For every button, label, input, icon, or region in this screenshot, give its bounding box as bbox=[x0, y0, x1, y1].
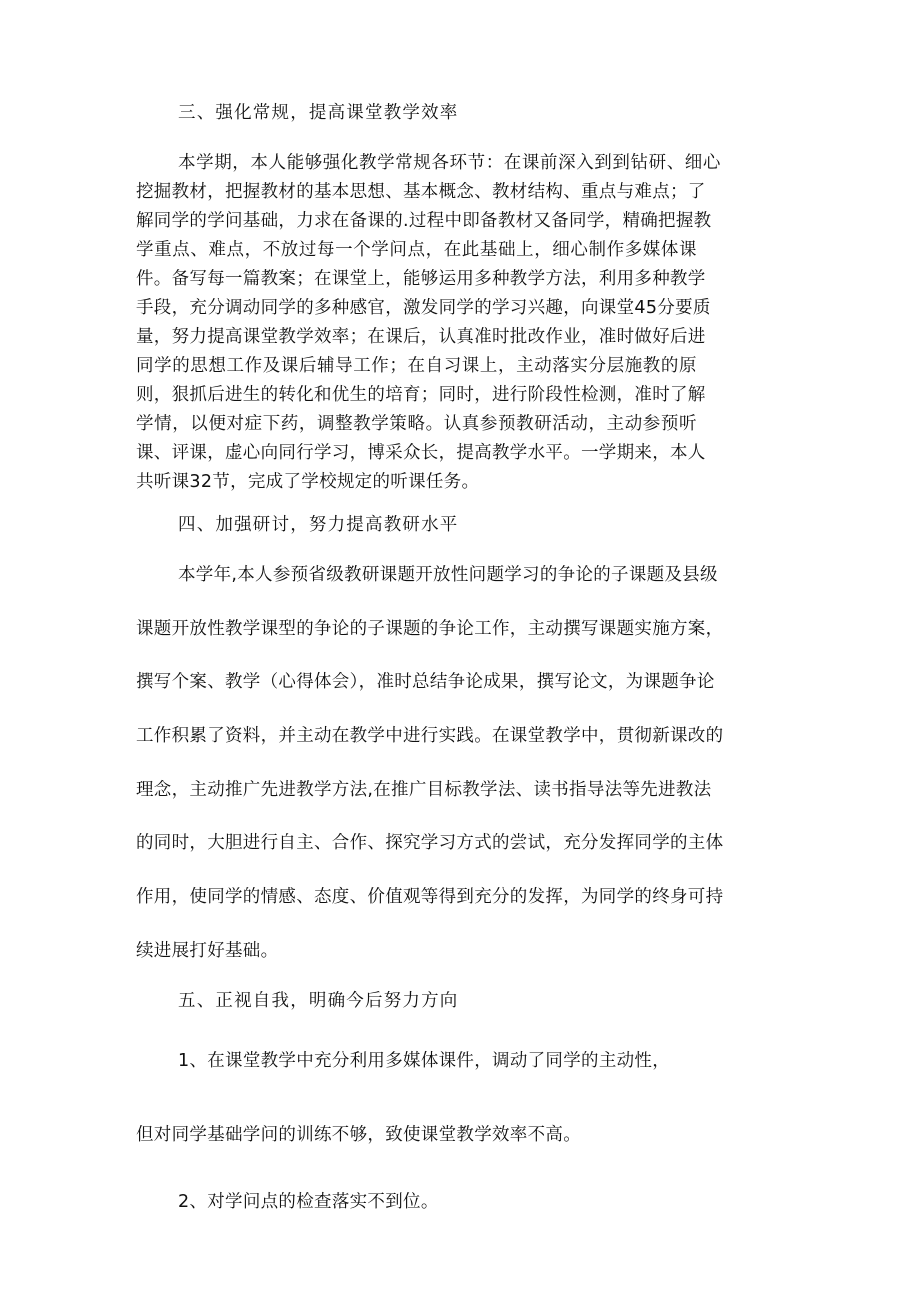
paragraph-line: 学重点、难点，不放过每一个学问点，在此基础上，细心制作多媒体课 bbox=[136, 240, 698, 260]
paragraph-line: 本学期，本人能够强化教学常规各环节：在课前深入到到钻研、细心 bbox=[178, 153, 721, 173]
paragraph-line: 作用，使同学的情感、态度、价值观等得到充分的发挥，为同学的终身可持 bbox=[136, 887, 724, 907]
paragraph-line: 理念，主动推广先进教学方法,在推广目标教学法、读书指导法等先进教法 bbox=[136, 780, 712, 800]
paragraph-line: 解同学的学问基础，力求在备课的.过程中即备教材又备同学，精确把握教 bbox=[136, 211, 712, 231]
paragraph-line: 本学年,本人参预省级教研课题开放性问题学习的争论的子课题及县级 bbox=[178, 565, 718, 585]
paragraph-line: 挖掘教材，把握教材的基本思想、基本概念、教材结构、重点与难点；了 bbox=[136, 182, 706, 202]
paragraph-line: 手段，充分调动同学的多种感官，激发同学的学习兴趣，向课堂45分要质 bbox=[136, 298, 711, 318]
list-item: 1、在课堂教学中充分利用多媒体课件，调动了同学的主动性， bbox=[178, 1051, 671, 1071]
list-item-continuation: 但对同学基础学问的训练不够，致使课堂教学效率不高。 bbox=[136, 1125, 581, 1145]
list-item: 2、对学问点的检查落实不到位。 bbox=[178, 1192, 439, 1212]
paragraph-line: 共听课32节，完成了学校规定的听课任务。 bbox=[136, 472, 480, 492]
paragraph-line: 的同时，大胆进行自主、合作、探究学习方式的尝试，充分发挥同学的主体 bbox=[136, 833, 724, 853]
paragraph-line: 件。备写每一篇教案；在课堂上，能够运用多种教学方法，利用多种教学 bbox=[136, 269, 706, 289]
paragraph-line: 续进展打好基础。 bbox=[136, 941, 279, 961]
section-heading: 三、强化常规，提高课堂教学效率 bbox=[178, 103, 459, 123]
paragraph-line: 撰写个案、教学（心得体会），准时总结争论成果，撰写论文，为课题争论 bbox=[136, 672, 715, 692]
paragraph-line: 学情，以便对症下药，调整教学策略。认真参预教研活动，主动参预听 bbox=[136, 414, 698, 434]
paragraph-line: 课、评课，虚心向同行学习，博采众长，提高教学水平。一学期来，本人 bbox=[136, 443, 706, 463]
section-heading: 四、加强研讨，努力提高教研水平 bbox=[178, 515, 459, 535]
paragraph-line: 工作积累了资料，并主动在教学中进行实践。在课堂教学中，贯彻新课改的 bbox=[136, 726, 724, 746]
paragraph-line: 量，努力提高课堂教学效率；在课后，认真准时批改作业，准时做好后进 bbox=[136, 327, 706, 347]
paragraph-line: 课题开放性教学课型的争论的子课题的争论工作，主动撰写课题实施方案， bbox=[136, 619, 724, 639]
paragraph-line: 同学的思想工作及课后辅导工作；在自习课上，主动落实分层施教的原 bbox=[136, 356, 698, 376]
paragraph-line: 则，狠抓后进生的转化和优生的培育；同时，进行阶段性检测，准时了解 bbox=[136, 385, 706, 405]
section-heading: 五、正视自我，明确今后努力方向 bbox=[178, 991, 459, 1011]
